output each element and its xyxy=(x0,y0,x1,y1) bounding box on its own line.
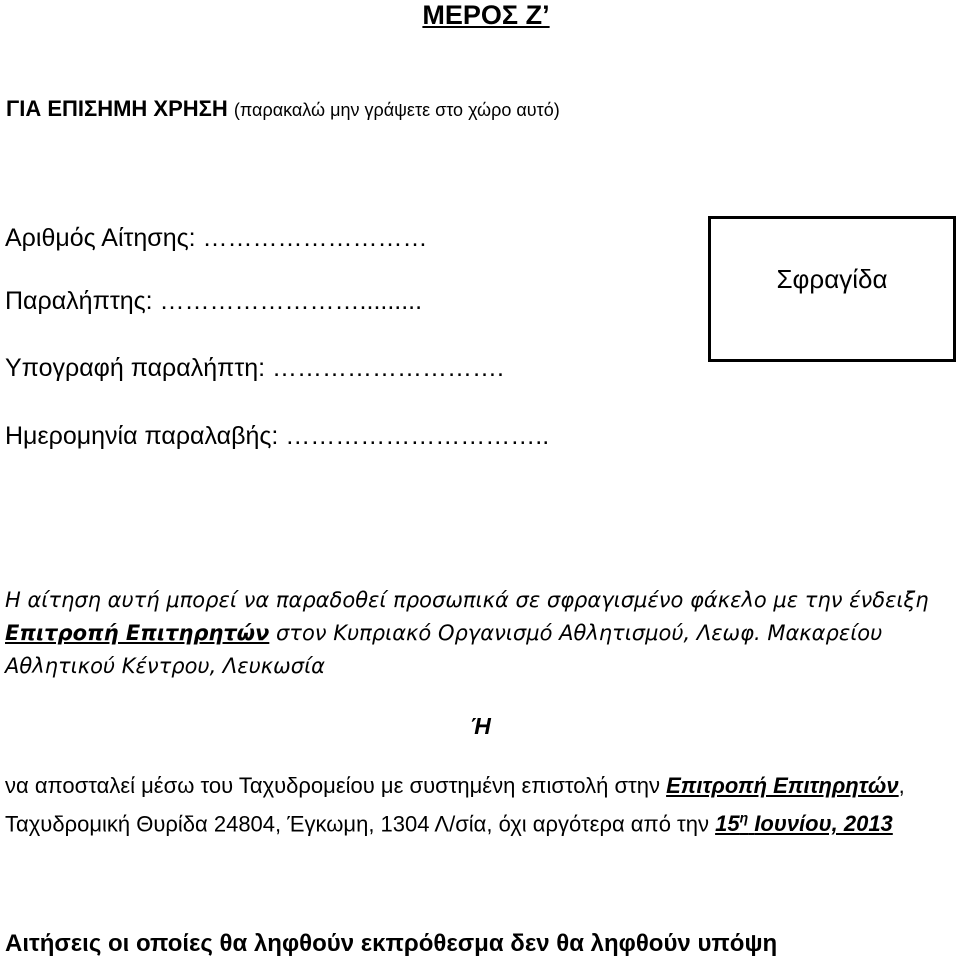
postal-text-before: να αποσταλεί μέσω του Ταχυδρομείου με συστημένη επιστολή στην xyxy=(5,773,660,798)
stamp-label: Σφραγίδα xyxy=(776,264,888,294)
official-use-label: ΓΙΑ ΕΠΙΣΗΜΗ ΧΡΗΣΗ xyxy=(6,96,228,121)
deadline-month-year: Ιουνίου, 2013 xyxy=(754,811,893,837)
late-applications-notice: Αιτήσεις οι οποίες θα ληφθούν εκπρόθεσμα δεν θα ληφθούν υπόψη xyxy=(5,930,778,957)
postal-delivery-paragraph xyxy=(5,770,960,840)
in-person-delivery-paragraph xyxy=(5,584,955,683)
in-person-committee-name: Επιτροπή Επιτηρητών xyxy=(5,621,270,645)
official-use-heading xyxy=(6,96,560,122)
receipt-date-field: Ημερομηνία παραλαβής: ………………………….. xyxy=(5,422,550,450)
page-title: ΜΕΡΟΣ Ζ’ xyxy=(422,0,550,30)
postal-committee-name: Επιτροπή Επιτηρητών xyxy=(666,773,899,798)
deadline-superscript: η xyxy=(739,810,749,826)
recipient-signature-field: Υπογραφή παραλήπτη: ………………………. xyxy=(5,354,504,382)
or-separator: Ή xyxy=(470,713,491,739)
stamp-box xyxy=(708,216,956,362)
deadline-day: 15 xyxy=(715,811,740,837)
postal-text-after: , Ταχυδρομική Θυρίδα 24804, Έγκωμη, 1304 Λ/σία, όχι αργότερα από την xyxy=(5,773,905,837)
in-person-text-after: στον Κυπριακό Οργανισμό Αθλητισμού, Λεωφ. Μακαρείου Αθλητικού Κέντρου, Λευκωσία xyxy=(5,621,883,678)
postal-deadline xyxy=(715,811,893,836)
application-number-field: Αριθμός Αίτησης: ……………………… xyxy=(5,224,428,252)
in-person-text-before: Η αίτηση αυτή μπορεί να παραδοθεί προσωπικά σε σφραγισμένο φάκελο με την ένδειξη xyxy=(5,588,929,612)
official-use-note: (παρακαλώ μην γράψετε στο χώρο αυτό) xyxy=(233,100,560,120)
recipient-field: Παραλήπτης: ……………………......... xyxy=(5,287,423,315)
